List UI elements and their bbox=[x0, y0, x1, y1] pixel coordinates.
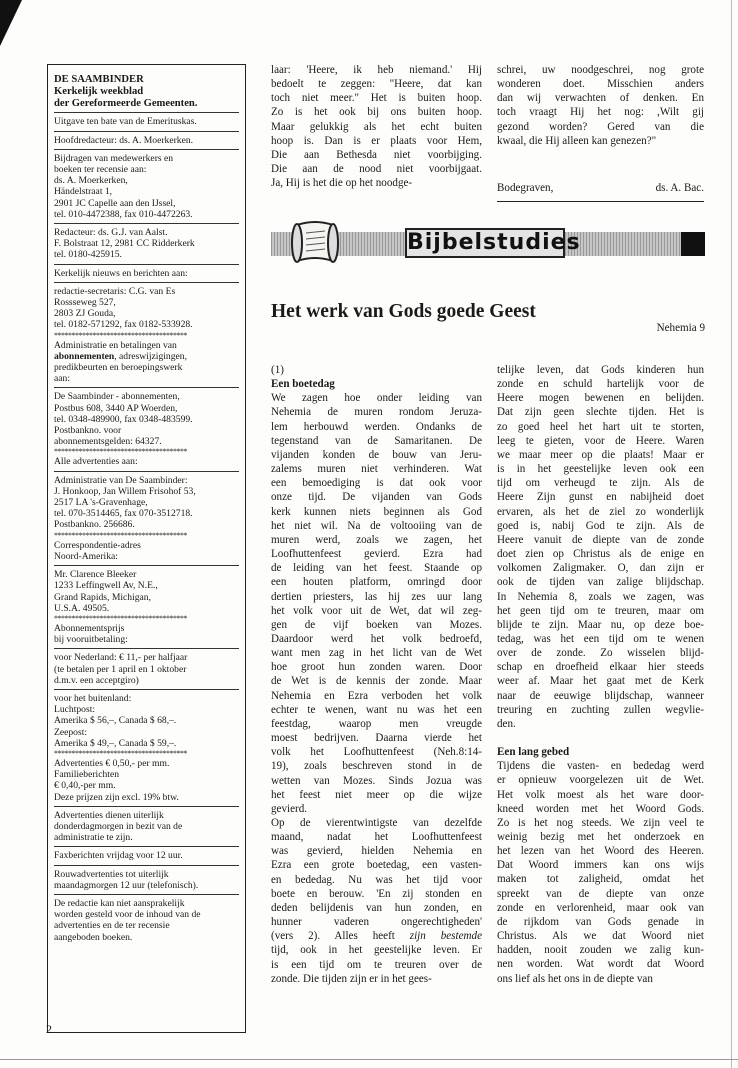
editorial-secretary bbox=[54, 282, 239, 340]
chief-editor-text: Hoofdredacteur: ds. A. Moerkerken. bbox=[54, 134, 194, 146]
text-line: advertenties en de ter recensie bbox=[54, 920, 170, 932]
disclaimer bbox=[54, 894, 239, 946]
article-column-2 bbox=[497, 363, 704, 986]
text-line: 19), zoals beschreven stond in de bbox=[271, 760, 482, 773]
text-line: J. Honkoop, Jan Willem Frisohof 53, bbox=[54, 485, 196, 497]
text-line: er opnieuw voorgelezen uit de Wet. bbox=[497, 774, 704, 787]
text-line: is in het geestelijke leven ook een bbox=[497, 463, 704, 476]
text-line: Zeepost: bbox=[54, 726, 88, 738]
text-line: De redactie kan niet aansprakelijk bbox=[54, 897, 185, 909]
text-line: tijd, ook in het geestelijke leven. Er bbox=[271, 944, 482, 957]
article-title: Het werk van Gods goede Geest bbox=[271, 301, 536, 322]
subscriptions-address bbox=[54, 387, 239, 456]
text-line: (te betalen per 1 april en 1 oktober bbox=[54, 663, 187, 675]
chief-editor bbox=[54, 131, 239, 149]
page-edge bbox=[731, 0, 732, 1068]
signature bbox=[497, 182, 704, 194]
star-divider: ************************************** bbox=[54, 530, 187, 540]
administration-line-rest: , adreswijzigingen, bbox=[114, 350, 187, 362]
masthead-line: Kerkelijk weekblad bbox=[54, 85, 144, 97]
text-line: feestdag, waarop men vreugde bbox=[271, 717, 482, 730]
banner-end-block bbox=[681, 232, 705, 256]
text-line: en bededag. Nu was het tijd voor bbox=[271, 873, 482, 886]
text-line: Correspondentie-adres bbox=[54, 539, 141, 551]
masthead-line: der Gereformeerde Gemeenten. bbox=[54, 97, 198, 109]
text-line: gevierd. bbox=[271, 802, 308, 815]
administration-line: predikbeurten en beroepingswerk bbox=[54, 362, 183, 374]
paragraph-gap bbox=[497, 731, 704, 745]
text-line: tijd om verheugd te zijn. Als de bbox=[497, 477, 704, 490]
ads-heading bbox=[54, 456, 239, 470]
text-line bbox=[271, 929, 482, 943]
scroll-icon bbox=[291, 217, 339, 269]
text-line: We zagen hoe onder leiding van bbox=[271, 392, 482, 405]
ad-rates bbox=[54, 758, 239, 806]
text-line: ook de tijden van zalige blijdschap. bbox=[497, 576, 704, 589]
text-line: volk het Loofhuttenfeest (Neh.8:14- bbox=[271, 746, 482, 759]
text-line: Familieberichten bbox=[54, 769, 120, 781]
subscriptions-bold: abonnementen bbox=[54, 350, 115, 362]
text-line: Nehemia de muren rondom Jeruza- bbox=[271, 406, 482, 419]
correspondence bbox=[54, 540, 239, 565]
section-banner bbox=[271, 215, 705, 271]
colophon-box bbox=[47, 64, 246, 1033]
text-line: worden gesteld voor de inhoud van de bbox=[54, 909, 201, 921]
text-line: Administratie van De Saambinder: bbox=[54, 474, 188, 486]
text-line: is een tijd om te treuren over de bbox=[271, 958, 482, 971]
text-line: Heere Zijn gunst en nabijheid doet bbox=[497, 491, 704, 504]
contributions bbox=[54, 149, 239, 223]
text-line: F. Bolstraat 12, 2981 CC Ridderkerk bbox=[54, 238, 195, 250]
text-line: Amerika $ 49,–, Canada $ 59,–. bbox=[54, 737, 177, 749]
section-heading: Een lang gebed bbox=[497, 746, 570, 759]
text-line: lem herbouwd werden. Ondanks de bbox=[271, 420, 482, 433]
text-line: een houten platform, omringd door bbox=[271, 576, 482, 589]
article-column-1-body bbox=[271, 391, 482, 986]
text-line: Ezra een grote boetedag, een vasten- bbox=[271, 859, 482, 872]
text-line: tel. 0180-425915. bbox=[54, 249, 122, 261]
administration-line bbox=[54, 351, 239, 362]
text-line: kerk kunnen niets beginnen als God bbox=[271, 505, 482, 518]
text-line: deden belijdenis van hun zonden, en bbox=[271, 901, 482, 914]
ad-deadline bbox=[54, 806, 239, 847]
text-line: Mr. Clarence Bleeker bbox=[54, 569, 137, 581]
publisher-note-text: Uitgave ten bate van de Emerituskas. bbox=[54, 116, 197, 128]
fax-messages-text: Faxberichten vrijdag voor 12 uur. bbox=[54, 850, 183, 862]
star-divider: ************************************** bbox=[54, 447, 187, 457]
text-line: Rouwadvertenties tot uiterlijk bbox=[54, 868, 169, 880]
text-line: weer af. Maar het gaat met de Kerk bbox=[497, 675, 704, 688]
text-line: Die aan Bethesda niet voorbijging. bbox=[271, 148, 482, 161]
text-line: vijanden konden de bouw van Jeru- bbox=[271, 448, 482, 461]
text-line: 2517 LA 's-Gravenhage, bbox=[54, 497, 148, 509]
administration-line: aan: bbox=[54, 373, 70, 385]
ads-heading-text: Alle advertenties aan: bbox=[54, 456, 138, 468]
text-line: wetten van Mozes. Sinds Jozua was bbox=[271, 774, 482, 787]
text-line: dan wij verwachten of denken. En bbox=[497, 92, 704, 105]
administration bbox=[54, 340, 239, 388]
text-line: Rossseweg 527, bbox=[54, 297, 116, 309]
text-line: Grand Rapids, Michigan, bbox=[54, 591, 151, 603]
text-line: Postbus 608, 3440 AP Woerden, bbox=[54, 402, 178, 414]
text-line: was gevierd, hielden Nehemia en bbox=[271, 845, 482, 858]
text-line: tel. 010-4472388, fax 010-4472263. bbox=[54, 208, 193, 220]
text-line: kwaal, die Hij alleen kan genezen?" bbox=[497, 134, 657, 147]
bible-reference: Nehemia 9 bbox=[656, 322, 705, 334]
text-line: donderdagmorgen in bezit van de bbox=[54, 820, 183, 832]
text-line: boeken ter recensie aan: bbox=[54, 164, 147, 175]
text-line: tel. 0348-489900, fax 0348-483599. bbox=[54, 413, 193, 425]
text-line: het lezen van het Woord des Heeren. bbox=[497, 845, 704, 858]
article-part: (1) bbox=[271, 364, 284, 376]
text-line: Daardoor werd het volk bedroefd, bbox=[271, 632, 482, 645]
text-line: Postbankno. 256686. bbox=[54, 519, 135, 531]
text-line: U.S.A. 49505. bbox=[54, 602, 110, 614]
star-divider: ************************************** bbox=[54, 748, 187, 758]
subscriptions-address-lines bbox=[54, 391, 239, 447]
text-line: Tijdens die vasten- en bededag werd bbox=[497, 760, 704, 773]
text-line: zo goed heel het hart uit te storten, bbox=[497, 420, 704, 433]
text-line: Die aan de nood niet voorbijgaat. bbox=[271, 163, 482, 176]
text-line: zalems muren niet verhinderen. Wat bbox=[271, 463, 482, 476]
text-line: administratie te zijn. bbox=[54, 832, 133, 844]
text-line: Zo is het nog steeds. We zijn veel te bbox=[497, 816, 704, 829]
text-line: voor Nederland: € 11,- per halfjaar bbox=[54, 652, 188, 664]
text-line: telijke leven, dat Gods kinderen hun bbox=[497, 364, 704, 376]
text-line: Heere mogen bewenen en belijden. bbox=[497, 392, 704, 405]
text-line: toch vraagt Hij het nog: ,Wilt gij bbox=[497, 106, 704, 119]
text-line: hoe groot hun zonden waren. Door bbox=[271, 661, 482, 674]
article-column-2-body bbox=[497, 363, 704, 731]
text-line: Dat zijn geen slechte tijden. Het is bbox=[497, 406, 704, 419]
text-line: goed is, nabij God te zijn. Als de bbox=[497, 519, 704, 532]
text-line: redactie-secretaris: C.G. van Es bbox=[54, 285, 176, 297]
masthead bbox=[54, 71, 239, 112]
text-line: tel. 0182-571292, fax 0182-533928. bbox=[54, 319, 193, 331]
administration-line: Administratie en betalingen van bbox=[54, 339, 177, 351]
ads-address bbox=[54, 471, 239, 540]
text-line: moest bedrijven. Daarna vierde het bbox=[271, 732, 482, 745]
text-line: zonde. Die tijden zijn er in het gees- bbox=[271, 972, 432, 985]
signature-place: Bodegraven, bbox=[497, 182, 554, 194]
text-line: schrei, uw noodgeschrei, nog grote bbox=[497, 64, 704, 76]
text-line: Heere vanuit de diepte van de zonde bbox=[497, 533, 704, 546]
text-line: In Nehemia 8, zoals we zagen, was bbox=[497, 590, 704, 603]
text-line: 1233 Leffingwell Av, N.E., bbox=[54, 580, 158, 592]
fax-messages bbox=[54, 846, 239, 864]
text-line: Deze prijzen zijn excl. 19% btw. bbox=[54, 791, 179, 803]
editorial-secretary-lines bbox=[54, 286, 239, 331]
text-line: Het volk moest als het ware door- bbox=[497, 788, 704, 801]
text-line: het niet wil. Na de voltooiing van de bbox=[271, 519, 482, 532]
text-line: voor het buitenland: bbox=[54, 692, 132, 704]
text-line: Advertenties € 0,50,- per mm. bbox=[54, 757, 170, 769]
text-line: want men zag in het licht van de Wet bbox=[271, 647, 482, 660]
nl-price bbox=[54, 648, 239, 689]
text-line: echter te wenen, want nu was het een bbox=[271, 703, 482, 716]
text-line: Postbankno. voor bbox=[54, 425, 122, 437]
star-divider: ************************************** bbox=[54, 330, 187, 340]
text-line: maand, nadat het Loofhuttenfeest bbox=[271, 831, 482, 844]
text-line: Ja, Hij is het die op het noodge- bbox=[271, 177, 413, 190]
abroad-price bbox=[54, 689, 239, 758]
text-line: spreekt van de diepte van onze bbox=[497, 887, 704, 900]
text-line: De Saambinder - abonnementen, bbox=[54, 391, 180, 403]
text-line: tedag, was het een tijd om te wenen bbox=[497, 632, 704, 645]
text-line: schap en droefheid elkaar hier steeds bbox=[497, 661, 704, 674]
text-line: de Wet is de kennis der zonde. Maar bbox=[271, 675, 482, 688]
text-line: den. bbox=[497, 717, 516, 730]
text-line: zonde en verlorenheid, maar ook van bbox=[497, 901, 704, 914]
text-line: doet zien op Christus als de enige en bbox=[497, 548, 704, 561]
text-line: kneed worden met het Woord Gods. bbox=[497, 802, 704, 815]
text-line: ons lief als het ons in de diepte van bbox=[497, 972, 653, 985]
text-line: het feest niet meer op die wijze bbox=[271, 788, 482, 801]
text-line: hunner vaderen ongerechtigheden' bbox=[271, 916, 482, 929]
text-line: Luchtpost: bbox=[54, 704, 96, 716]
text-line: Zo is het ook bij ons buiten hoop. bbox=[271, 106, 482, 119]
text-line: ds. A. Moerkerken, bbox=[54, 175, 128, 187]
mourning-ads bbox=[54, 865, 239, 894]
page-edge-bottom bbox=[0, 1059, 738, 1060]
text-line: ervaren, als het de ziel zo wonderlijk bbox=[497, 505, 704, 518]
italic-phrase: zijn bestemde bbox=[409, 930, 482, 943]
text-line: een bemoediging is dat ook voor bbox=[271, 477, 482, 490]
text-line: blijde te zijn. Maar nu, op deze boe- bbox=[497, 618, 704, 631]
text-line: de leiding van het feest. Staande op bbox=[271, 562, 482, 575]
text-line: toch niet meer." Het is buiten hoop. bbox=[271, 92, 482, 105]
text-line: Maar gelukkig als het echt buiten bbox=[271, 120, 482, 133]
text-line: laar: 'Heere, ik heb niemand.' Hij bbox=[271, 64, 482, 76]
text-line: bij vooruitbetaling: bbox=[54, 634, 128, 646]
text-line: leeg te gieten, voor de Heere. Waren bbox=[497, 434, 704, 447]
text-line: Händelstraat 1, bbox=[54, 186, 113, 198]
text-line: Noord-Amerika: bbox=[54, 550, 118, 562]
signature-author: ds. A. Bac. bbox=[655, 182, 704, 194]
article-column-2b-body bbox=[497, 759, 704, 986]
subscription-price bbox=[54, 623, 239, 648]
text-line: Redacteur: ds. G.J. van Aalst. bbox=[54, 227, 168, 239]
text-line: Loofhuttenfeest gevierd. Ezra had bbox=[271, 548, 482, 561]
text-line: 2901 JC Capelle aan den IJssel, bbox=[54, 197, 176, 209]
section-label: Bijbelstudies bbox=[405, 228, 565, 258]
text-line: hadden, nooit zouden we zalig kun- bbox=[497, 944, 704, 957]
text-line: het volk voor uit de Wet, dat wil zeg- bbox=[271, 604, 482, 617]
ads-address-lines bbox=[54, 475, 239, 531]
text-line: Amerika $ 56,–, Canada $ 68,–. bbox=[54, 715, 177, 727]
article-column-1 bbox=[271, 363, 482, 986]
north-america-address bbox=[54, 565, 239, 623]
text-line: muren werd, zoals we zagen, het bbox=[271, 533, 482, 546]
text-line: de rijkdom van Gods genade in bbox=[497, 915, 704, 928]
text-line: boete en berouw. 'En zij stonden en bbox=[271, 887, 482, 900]
section-heading: Een boetedag bbox=[271, 378, 335, 391]
text-line: het geen tijd om te treuren, maar om bbox=[497, 604, 704, 617]
text-line: bedoelt te zeggen: "Heere, dat kan bbox=[271, 78, 482, 91]
text-line: Abonnementsprijs bbox=[54, 622, 125, 634]
text-line: Advertenties dienen uiterlijk bbox=[54, 809, 164, 821]
text-line: gezond worden? Gered van die bbox=[497, 120, 704, 133]
text-fragment: (vers 2). Alles heeft bbox=[271, 930, 410, 943]
text-line: over de zonde. Zo wisselen blijd- bbox=[497, 647, 704, 660]
text-line: Dat Woord immers kan ons wijs bbox=[497, 859, 704, 872]
text-line: wonderen doet. Misschien anders bbox=[497, 78, 704, 91]
text-line: d.m.v. een acceptgiro) bbox=[54, 674, 139, 686]
star-divider: ************************************** bbox=[54, 613, 187, 623]
text-line: Bijdragen van medewerkers en bbox=[54, 152, 174, 164]
text-line: maken tot zaligheid, omdat het bbox=[497, 873, 704, 886]
text-line: onze tijd. De vijanden van Gods bbox=[271, 491, 482, 504]
text-line: nen worden. Wat wordt dat Woord bbox=[497, 958, 704, 971]
abroad-lines bbox=[54, 693, 239, 749]
church-news-heading: Kerkelijk nieuws en berichten aan: bbox=[54, 267, 188, 279]
text-line: maandagmorgen 12 uur (telefonisch). bbox=[54, 879, 199, 891]
text-line: gen de vijf boeken van Mozes. bbox=[271, 618, 482, 631]
continued-column-1 bbox=[271, 63, 482, 190]
text-line: Nehemia en Ezra verboden het volk bbox=[271, 689, 482, 702]
text-line: treuring en zuchting zullen wegvlie- bbox=[497, 703, 704, 716]
text-line: Op de vierentwintigste van dezelfde bbox=[271, 817, 482, 829]
text-line: volkomen Zaligmaker. O, dan zijn er bbox=[497, 562, 704, 575]
text-line: weinig bezig met het onderzoek en bbox=[497, 831, 704, 843]
text-line: we maar meer op die plaats! Maar er bbox=[497, 448, 704, 461]
signature-rule bbox=[497, 201, 704, 202]
text-line: € 0,40,-per mm. bbox=[54, 780, 116, 792]
text-line: zonde en schuld hartelijk voor de bbox=[497, 378, 704, 391]
text-line: tegenstand van de Samaritanen. De bbox=[271, 434, 482, 447]
na-address-lines bbox=[54, 569, 239, 614]
masthead-line: DE SAAMBINDER bbox=[54, 74, 144, 85]
editor bbox=[54, 223, 239, 264]
page-number: 2 bbox=[46, 1022, 52, 1036]
corner-scan-mark bbox=[0, 0, 22, 46]
text-line: tel. 070-3514465, fax 070-3512718. bbox=[54, 508, 193, 520]
text-line: dertien priesters, las hij zes uur lang bbox=[271, 590, 482, 603]
text-line: 2803 ZJ Gouda, bbox=[54, 308, 116, 320]
text-line: hoop is. Dan is er plaats voor Hem, bbox=[271, 134, 482, 147]
text-line: aangeboden boeken. bbox=[54, 931, 133, 943]
text-line: abonnementsgelden: 64327. bbox=[54, 436, 162, 448]
text-line: naar de eeuwige blijdschap, wanneer bbox=[497, 689, 704, 702]
text-line: Christus. Als we dat Woord niet bbox=[497, 930, 704, 943]
church-news bbox=[54, 264, 239, 282]
publisher-note bbox=[54, 112, 239, 130]
continued-column-2 bbox=[497, 63, 704, 148]
